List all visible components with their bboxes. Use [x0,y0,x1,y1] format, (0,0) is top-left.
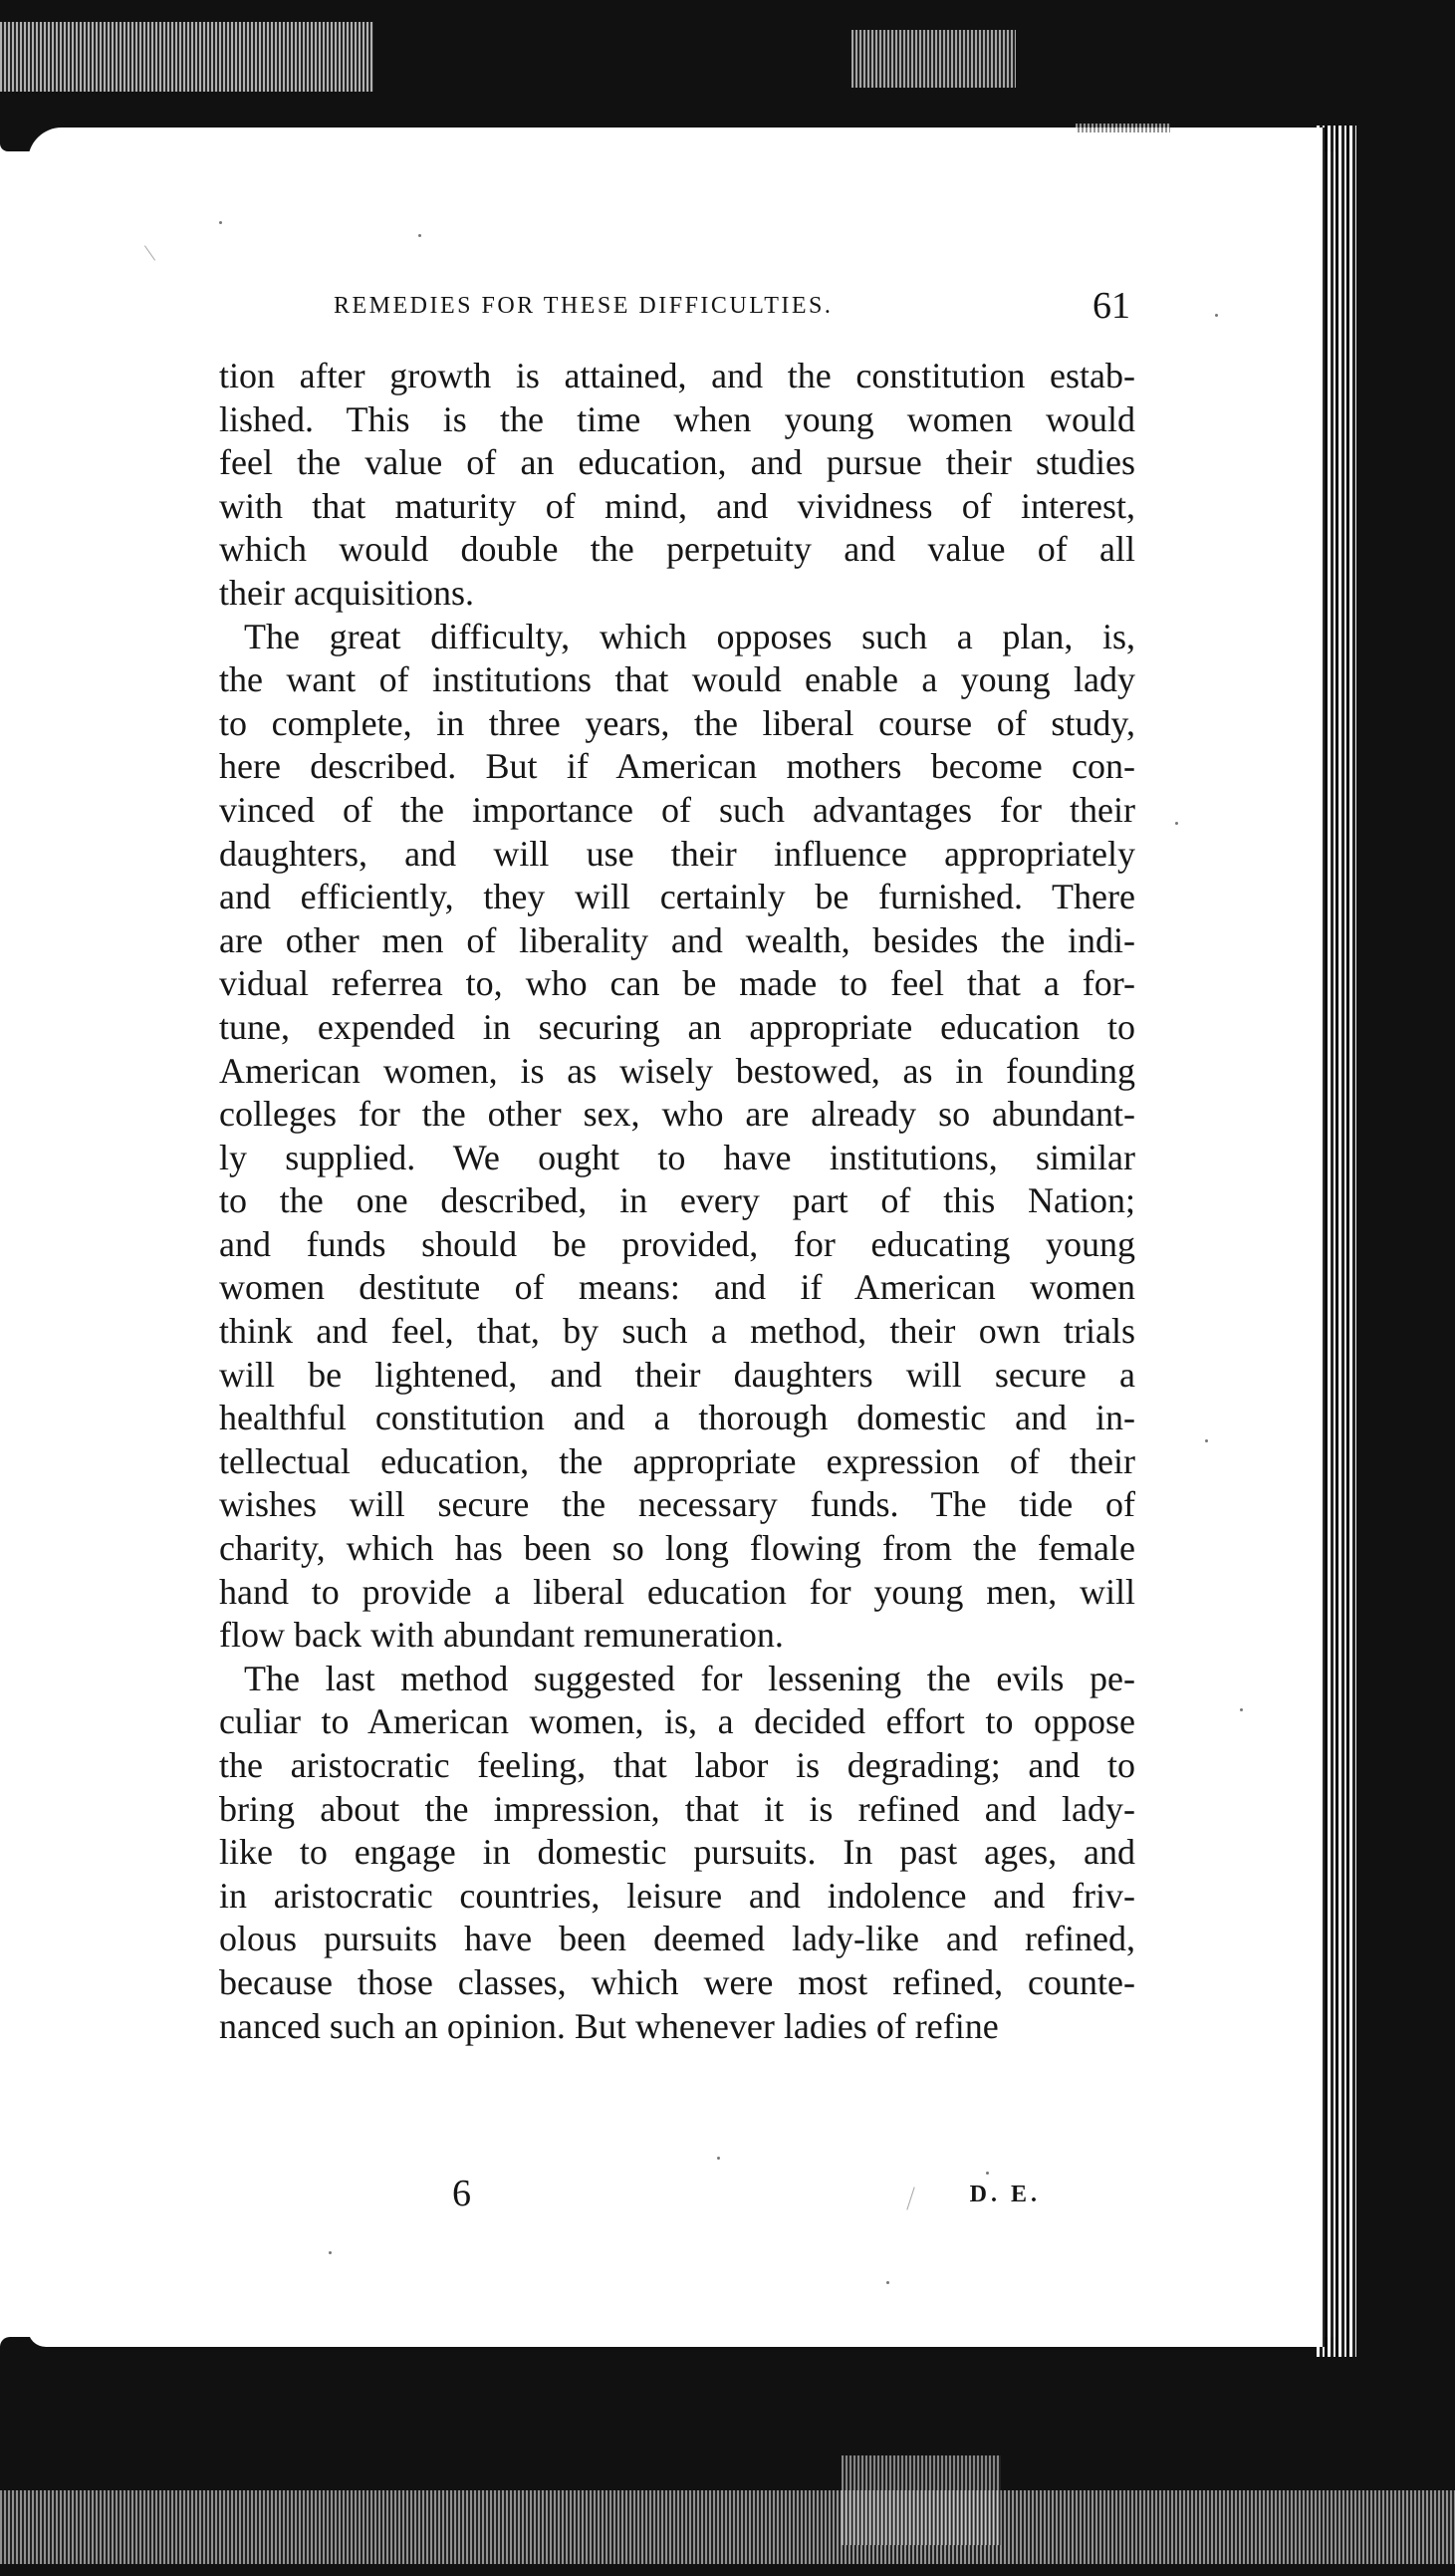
scan-noise-top-left [0,22,373,92]
text-line: lished. This is the time when young women would [219,398,1135,439]
text-line: and efficiently, they will certainly be furnished. There [219,877,1135,917]
paper-speck [1175,822,1178,825]
text-line: daughters, and will use their influence appropriately [219,833,1135,874]
catchword: D. E. [969,2182,1041,2207]
text-line: with that maturity of mind, and vividness of interest, [219,485,1135,526]
text-line: in aristocratic countries, leisure and indolence and friv- [219,1875,1135,1916]
text-line: the aristocratic feeling, that labor is degrading; and to [219,1745,1135,1785]
text-line: think and feel, that, by such a method, their own trials [219,1311,1135,1352]
scan-noise-bottom [0,2490,1455,2564]
text-line: to the one described, in every part of this Nation; [219,1180,1135,1221]
text-line: tellectual education, the appropriate expression of their [219,1440,1135,1481]
text-line: flow back with abundant remuneration. [219,1615,784,1656]
paper-speck [418,234,421,237]
paper-speck [219,221,222,224]
paper-speck [1205,1439,1208,1442]
scan-noise-top-middle [851,30,1016,88]
paper-speck [1240,1708,1243,1711]
text-line: here described. But if American mothers become con- [219,746,1135,787]
signature-mark: 6 [452,2173,471,2214]
paper-speck [717,2157,720,2160]
text-line: nanced such an opinion. But whenever ladies of refine [219,2005,999,2046]
text-line: which would double the perpetuity and value of all [219,529,1135,570]
text-line: vidual referrea to, who can be made to feel that a for- [219,963,1135,1004]
paper-speck [329,2251,332,2254]
text-line: will be lightened, and their daughters will secure a [219,1354,1135,1395]
text-line: the want of institutions that would enable a young lady [219,659,1135,700]
text-line: tion after growth is attained, and the constitution estab- [219,356,1135,395]
text-line: vinced of the importance of such advantages for their [219,789,1135,830]
text-line: The last method suggested for lessening the evils pe- [244,1658,1135,1698]
text-line: wishes will secure the necessary funds. The tide of [219,1484,1135,1525]
header-title: REMEDIES FOR THESE DIFFICULTIES. [334,293,834,319]
text-line: to complete, in three years, the liberal course of study, [219,702,1135,743]
text-line: tune, expended in securing an appropriate education to [219,1006,1135,1047]
text-line: culiar to American women, is, a decided effort to oppose [219,1701,1135,1742]
text-line: colleges for the other sex, who are already so abundant- [219,1094,1135,1135]
text-line: The great difficulty, which opposes such a plan, is, [244,616,1135,656]
body-text [219,355,1135,2048]
text-line: olous pursuits have been deemed lady-like and refined, [219,1919,1135,1959]
text-line: because those classes, which were most refined, counte- [219,1961,1135,2002]
text-line: and funds should be provided, for educating young [219,1223,1135,1264]
page-number: 61 [1092,285,1130,327]
text-line: ly supplied. We ought to have institutions, similar [219,1137,1135,1177]
paper-speck [886,2281,889,2284]
text-line: bring about the impression, that it is refined and lady- [219,1788,1135,1829]
text-line: like to engage in domestic pursuits. In past ages, and [219,1832,1135,1873]
text-line: feel the value of an education, and pursue their studies [219,442,1135,483]
text-line: women destitute of means: and if American women [219,1267,1135,1308]
scan-noise-top-right [1076,124,1170,132]
text-line: American women, is as wisely bestowed, as in founding [219,1050,1135,1091]
page-footer [219,2172,1135,2225]
text-line: healthful constitution and a thorough domestic and in- [219,1398,1135,1438]
paper-speck [1215,314,1218,317]
running-header [334,285,1130,339]
text-line: hand to provide a liberal education for young men, will [219,1571,1135,1612]
text-line: charity, which has been so long flowing from the female [219,1528,1135,1569]
text-line: their acquisitions. [219,572,474,613]
scan-noise-bottom-center [842,2455,1001,2545]
text-line: are other men of liberality and wealth, besides the indi- [219,919,1135,960]
